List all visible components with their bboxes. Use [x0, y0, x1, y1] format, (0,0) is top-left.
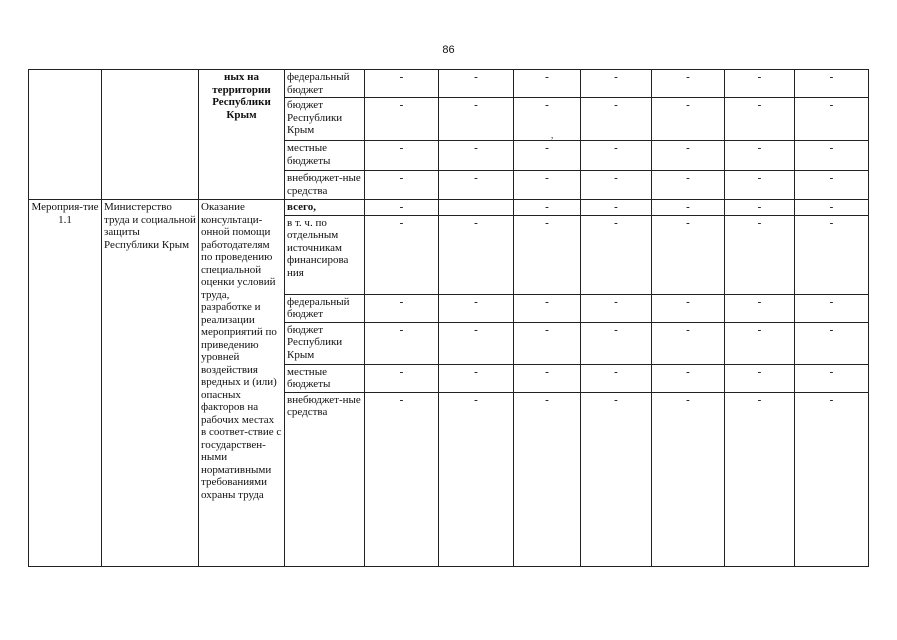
value-cell: -: [365, 171, 439, 200]
value-cell: -: [725, 322, 795, 364]
value-cell: -: [725, 294, 795, 322]
value-cell: -: [795, 294, 869, 322]
value-cell: -: [365, 364, 439, 392]
value-cell: -: [365, 392, 439, 566]
stray-mark: ,: [551, 130, 554, 140]
value-cell: -: [652, 322, 725, 364]
value-cell: -: [581, 141, 652, 171]
value-cell: -: [581, 364, 652, 392]
value-cell: -: [652, 200, 725, 216]
value-cell: -: [365, 98, 439, 141]
value-cell: -: [439, 392, 514, 566]
funding-source: федеральный бюджет: [285, 294, 365, 322]
value-cell: -: [652, 98, 725, 141]
value-cell: -: [725, 171, 795, 200]
value-cell: -: [581, 98, 652, 141]
value-cell: -: [725, 215, 795, 294]
blank-number-cell: [29, 70, 102, 200]
value-cell: -: [581, 392, 652, 566]
value-cell: -: [581, 171, 652, 200]
value-cell: -: [514, 98, 581, 141]
funding-source: бюджет Республики Крым: [285, 322, 365, 364]
value-cell: -: [652, 70, 725, 98]
value-cell: -: [439, 171, 514, 200]
value-cell: -: [795, 141, 869, 171]
value-cell: -: [652, 141, 725, 171]
value-cell: -: [581, 294, 652, 322]
value-cell: -: [514, 215, 581, 294]
funding-source: местные бюджеты: [285, 141, 365, 171]
value-cell: -: [514, 322, 581, 364]
funding-table: [28, 69, 869, 567]
value-cell: -: [725, 98, 795, 141]
value-cell: -: [795, 392, 869, 566]
funding-source: внебюджет-ные средства: [285, 392, 365, 566]
value-cell: -: [795, 200, 869, 216]
value-cell: -: [795, 98, 869, 141]
value-cell: -: [365, 70, 439, 98]
table-row: [29, 70, 869, 98]
value-cell: -: [514, 171, 581, 200]
value-cell: -: [652, 364, 725, 392]
value-cell: -: [365, 294, 439, 322]
value-cell: -: [439, 70, 514, 98]
measure-executor: Министерство труда и социальной защиты Республики Крым: [102, 200, 199, 567]
value-cell: -: [795, 364, 869, 392]
value-cell: -: [652, 215, 725, 294]
funding-source-total: всего,: [285, 200, 365, 216]
value-cell: -: [652, 294, 725, 322]
value-cell: [439, 200, 514, 216]
value-cell: -: [652, 392, 725, 566]
value-cell: -: [439, 215, 514, 294]
value-cell: -: [365, 215, 439, 294]
funding-source: бюджет Республики Крым: [285, 98, 365, 141]
table-row: [29, 200, 869, 216]
funding-source: федеральный бюджет: [285, 70, 365, 98]
funding-source: внебюджет-ные средства: [285, 171, 365, 200]
value-cell: -: [439, 322, 514, 364]
value-cell: -: [652, 171, 725, 200]
page-number: 86: [442, 44, 455, 56]
value-cell: -: [725, 141, 795, 171]
value-cell: -: [514, 294, 581, 322]
value-cell: -: [725, 200, 795, 216]
value-cell: -: [365, 141, 439, 171]
blank-executor-cell: [102, 70, 199, 200]
funding-source: в т. ч. по отдельным источникам финансирова ния: [285, 215, 365, 294]
measure-name-continued: ных на территории Республики Крым: [199, 70, 285, 200]
value-cell: -: [439, 364, 514, 392]
value-cell: -: [725, 70, 795, 98]
value-cell: -: [795, 322, 869, 364]
measure-description: Оказание консультаци-онной помощи работодателям по проведению специальной оценки условий труда, разработке и реализации мероприятий по приведению уровней воздействия вредных и (или) опасных факторов на рабочих местах в соответ-ствие с государствен-ными нормативными требованиями охраны труда: [199, 200, 285, 567]
value-cell: -: [581, 322, 652, 364]
value-cell: -: [365, 200, 439, 216]
value-cell: -: [581, 200, 652, 216]
value-cell: -: [439, 98, 514, 141]
value-cell: -: [439, 141, 514, 171]
value-cell: -: [795, 215, 869, 294]
value-cell: -: [514, 141, 581, 171]
value-cell: -: [365, 322, 439, 364]
value-cell: -: [581, 215, 652, 294]
measure-number: Мероприя-тие 1.1: [29, 200, 102, 567]
funding-source: местные бюджеты: [285, 364, 365, 392]
value-cell: -: [514, 200, 581, 216]
value-cell: -: [514, 392, 581, 566]
value-cell: -: [795, 171, 869, 200]
value-cell: -: [514, 364, 581, 392]
value-cell: -: [795, 70, 869, 98]
value-cell: -: [581, 70, 652, 98]
value-cell: -: [439, 294, 514, 322]
value-cell: -: [725, 392, 795, 566]
value-cell: -: [725, 364, 795, 392]
value-cell: -: [514, 70, 581, 98]
